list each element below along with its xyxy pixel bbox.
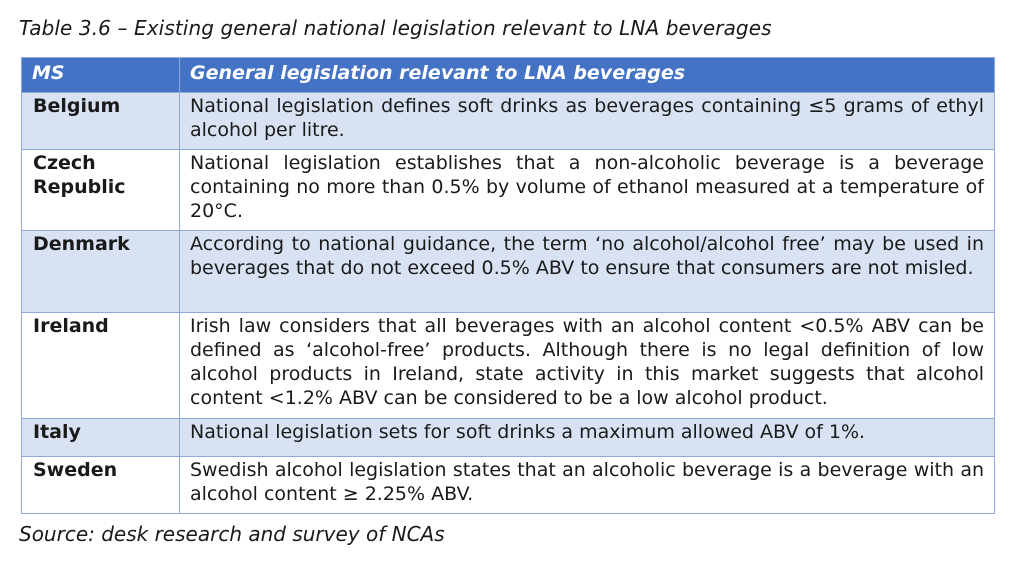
row-ms-czech-republic: Czech Republic [22, 150, 180, 231]
header-ms: MS [22, 58, 180, 93]
table-row [22, 313, 995, 419]
legislation-table [21, 57, 995, 514]
row-legislation-italy: National legislation sets for soft drinks a maximum allowed ABV of 1%. [180, 419, 995, 457]
table-row [22, 150, 995, 231]
table-header-row [22, 58, 995, 93]
row-ms-denmark: Denmark [22, 231, 180, 313]
table-row [22, 419, 995, 457]
header-legislation: General legislation relevant to LNA beverages [180, 58, 995, 93]
table-caption: Table 3.6 – Existing general national legislation relevant to LNA beverages [19, 16, 772, 40]
source-note: Source: desk research and survey of NCAs [19, 522, 445, 546]
row-legislation-ireland: Irish law considers that all beverages with an alcohol content <0.5% ABV can be defined as ‘alcohol-free’ products. Although there is no legal definition of low alcohol products in Ireland, state activity in this market suggests that alcohol content <1.2% ABV can be considered to be a low alcohol product. [180, 313, 995, 419]
table-row [22, 231, 995, 313]
row-ms-ireland: Ireland [22, 313, 180, 419]
table-row [22, 457, 995, 514]
row-ms-italy: Italy [22, 419, 180, 457]
row-legislation-denmark: According to national guidance, the term ‘no alcohol/alcohol free’ may be used in beverages that do not exceed 0.5% ABV to ensure that consumers are not misled. [180, 231, 995, 313]
row-ms-sweden: Sweden [22, 457, 180, 514]
row-ms-belgium: Belgium [22, 93, 180, 150]
table-row [22, 93, 995, 150]
row-legislation-sweden: Swedish alcohol legislation states that an alcoholic beverage is a beverage with an alcohol content ≥ 2.25% ABV. [180, 457, 995, 514]
row-legislation-belgium: National legislation defines soft drinks as beverages containing ≤5 grams of ethyl alcohol per litre. [180, 93, 995, 150]
row-legislation-czech-republic: National legislation establishes that a non-alcoholic beverage is a beverage containing no more than 0.5% by volume of ethanol measured at a temperature of 20°C. [180, 150, 995, 231]
